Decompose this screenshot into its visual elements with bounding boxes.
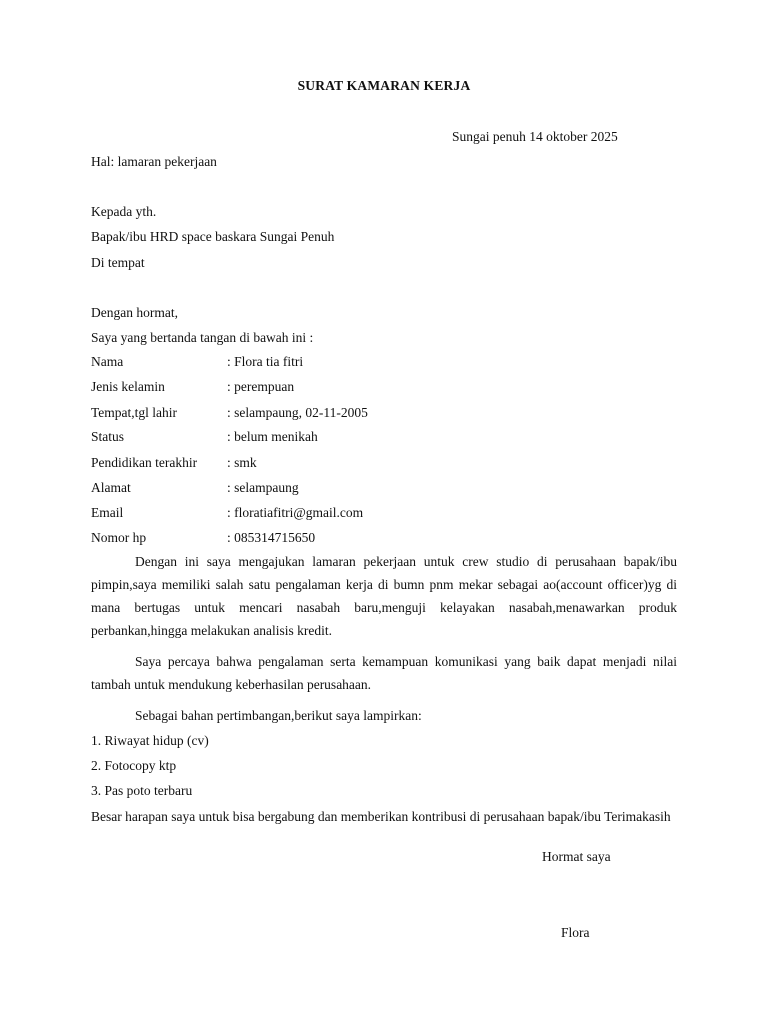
field-label: Status xyxy=(91,429,125,444)
recipient-line-3: Di tempat xyxy=(91,255,145,270)
field-label: Nomor hp xyxy=(91,530,147,545)
field-value: : 085314715650 xyxy=(227,530,316,545)
field-value: : belum menikah xyxy=(227,429,318,444)
subject-line: Hal: lamaran pekerjaan xyxy=(91,154,217,169)
attachments-intro: Sebagai bahan pertimbangan,berikut saya lampirkan: xyxy=(135,708,422,723)
signature-name: Flora xyxy=(561,925,590,940)
field-value: : smk xyxy=(227,455,257,470)
body-paragraph-2: Saya percaya bahwa pengalaman serta kemampuan komunikasi yang baik dapat menjadi nilai tambah untuk mendukung keberhasilan perusahaan. xyxy=(91,654,677,692)
greeting: Dengan hormat, xyxy=(91,305,178,320)
attachment-item: 2. Fotocopy ktp xyxy=(91,758,177,773)
recipient-line-1: Kepada yth. xyxy=(91,204,157,219)
field-label: Email xyxy=(91,505,124,520)
letter-title: SURAT KAMARAN KERJA xyxy=(297,78,471,93)
field-value: : perempuan xyxy=(227,379,295,394)
field-label: Alamat xyxy=(91,480,131,495)
intro-line: Saya yang bertanda tangan di bawah ini : xyxy=(91,330,314,345)
field-value: : floratiafitri@gmail.com xyxy=(227,505,364,520)
closing-paragraph: Besar harapan saya untuk bisa bergabung dan memberikan kontribusi di perusahaan bapak/ibu Terimakasih xyxy=(91,809,671,824)
attachment-item: 3. Pas poto terbaru xyxy=(91,783,193,798)
field-row-pendidikan xyxy=(91,455,691,473)
field-value: : Flora tia fitri xyxy=(227,354,304,369)
field-value: : selampaung xyxy=(227,480,299,495)
field-row-nama xyxy=(91,354,691,372)
field-label: Tempat,tgl lahir xyxy=(91,405,178,420)
field-row-jenis-kelamin xyxy=(91,379,691,397)
body-paragraph-1: Dengan ini saya mengajukan lamaran pekerjaan untuk crew studio di perusahaan bapak/ibu pimpin,saya memiliki salah satu pengalaman kerja di bumn pnm mekar sebagai ao(account officer)yg di mana bertugas untuk mencari nasabah baru,menguji kelayakan nasabah,menawarkan produk perbankan,hingga melakukan analisis kredit. xyxy=(91,554,677,638)
field-row-alamat xyxy=(91,480,691,498)
sign-off: Hormat saya xyxy=(542,849,611,864)
recipient-line-2: Bapak/ibu HRD space baskara Sungai Penuh xyxy=(91,229,335,244)
field-label: Jenis kelamin xyxy=(91,379,165,394)
field-label: Nama xyxy=(91,354,124,369)
field-value: : selampaung, 02-11-2005 xyxy=(227,405,368,420)
field-label: Pendidikan terakhir xyxy=(91,455,198,470)
attachment-item: 1. Riwayat hidup (cv) xyxy=(91,733,209,748)
field-row-tempat-tgl-lahir xyxy=(91,405,691,423)
field-row-status xyxy=(91,429,691,447)
field-row-nomor-hp xyxy=(91,530,691,548)
place-date: Sungai penuh 14 oktober 2025 xyxy=(452,129,618,144)
field-row-email xyxy=(91,505,691,523)
